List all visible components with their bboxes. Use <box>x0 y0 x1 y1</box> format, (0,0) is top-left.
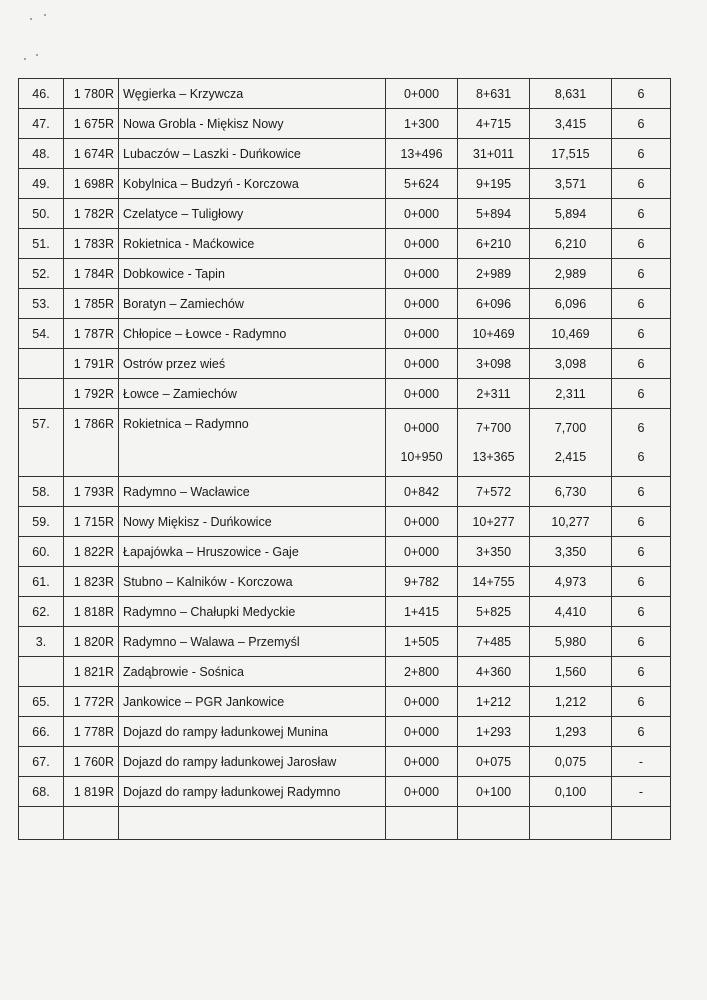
road-category: - <box>612 777 671 807</box>
road-code: 1 820R <box>64 627 119 657</box>
road-length: 2,311 <box>530 379 612 409</box>
row-number: 54. <box>19 319 64 349</box>
chainage-to: 9+195 <box>458 169 530 199</box>
road-code: 1 675R <box>64 109 119 139</box>
road-length: 3,571 <box>530 169 612 199</box>
road-category: 6 <box>612 507 671 537</box>
road-name: Nowa Grobla - Miękisz Nowy <box>119 109 386 139</box>
road-name: Dojazd do rampy ładunkowej Radymno <box>119 777 386 807</box>
road-name: Stubno – Kalników - Korczowa <box>119 567 386 597</box>
road-category-cell <box>612 409 671 477</box>
table-row <box>19 379 671 409</box>
table-row <box>19 627 671 657</box>
road-category: 6 <box>612 597 671 627</box>
road-category: 6 <box>612 139 671 169</box>
row-number: 65. <box>19 687 64 717</box>
row-number: 52. <box>19 259 64 289</box>
road-length-cell <box>530 409 612 477</box>
road-name: Rokietnica - Maćkowice <box>119 229 386 259</box>
table-row <box>19 229 671 259</box>
road-name: Radymno – Wacławice <box>119 477 386 507</box>
chainage-from: 0+000 <box>386 259 458 289</box>
road-category: 6 <box>612 477 671 507</box>
chainage-to-cell <box>458 409 530 477</box>
chainage-from: 1+505 <box>386 627 458 657</box>
row-number: 47. <box>19 109 64 139</box>
table-row <box>19 567 671 597</box>
empty-cell <box>386 807 458 840</box>
chainage-to: 5+825 <box>458 597 530 627</box>
chainage-from-cell <box>386 409 458 477</box>
road-category: 6 <box>612 687 671 717</box>
row-number: 57. <box>19 409 64 477</box>
road-code: 1 784R <box>64 259 119 289</box>
row-number: 67. <box>19 747 64 777</box>
row-number: 58. <box>19 477 64 507</box>
chainage-from: 2+800 <box>386 657 458 687</box>
road-code: 1 783R <box>64 229 119 259</box>
chainage-from: 13+496 <box>386 139 458 169</box>
road-length: 3,415 <box>530 109 612 139</box>
road-name: Dojazd do rampy ładunkowej Munina <box>119 717 386 747</box>
road-code: 1 698R <box>64 169 119 199</box>
road-code: 1 785R <box>64 289 119 319</box>
table-row <box>19 109 671 139</box>
road-name: Jankowice – PGR Jankowice <box>119 687 386 717</box>
chainage-from: 0+000 <box>403 420 440 435</box>
chainage-from: 0+000 <box>386 777 458 807</box>
table-row <box>19 507 671 537</box>
road-category: 6 <box>612 379 671 409</box>
road-code: 1 818R <box>64 597 119 627</box>
table-row <box>19 597 671 627</box>
road-category: 6 <box>637 420 645 435</box>
road-code: 1 819R <box>64 777 119 807</box>
road-length: 1,293 <box>530 717 612 747</box>
road-name: Kobylnica – Budzyń - Korczowa <box>119 169 386 199</box>
row-number <box>19 657 64 687</box>
chainage-from: 0+000 <box>386 79 458 109</box>
road-name: Czelatyce – Tuligłowy <box>119 199 386 229</box>
road-name: Lubaczów – Laszki - Duńkowice <box>119 139 386 169</box>
chainage-to: 2+311 <box>458 379 530 409</box>
road-category: 6 <box>612 319 671 349</box>
road-code: 1 760R <box>64 747 119 777</box>
table-row <box>19 687 671 717</box>
row-number: 48. <box>19 139 64 169</box>
chainage-to: 0+100 <box>458 777 530 807</box>
road-code: 1 674R <box>64 139 119 169</box>
road-code: 1 791R <box>64 349 119 379</box>
road-category: - <box>612 747 671 777</box>
row-number: 61. <box>19 567 64 597</box>
road-name: Chłopice – Łowce - Radymno <box>119 319 386 349</box>
scan-speck <box>36 54 38 56</box>
road-category: 6 <box>612 537 671 567</box>
table-row <box>19 777 671 807</box>
road-length: 0,075 <box>530 747 612 777</box>
road-length: 4,973 <box>530 567 612 597</box>
chainage-to: 4+715 <box>458 109 530 139</box>
chainage-from-2: 10+950 <box>400 449 443 464</box>
road-length: 8,631 <box>530 79 612 109</box>
chainage-from: 0+000 <box>386 289 458 319</box>
chainage-from: 0+000 <box>386 717 458 747</box>
chainage-from: 1+415 <box>386 597 458 627</box>
chainage-from: 0+000 <box>386 537 458 567</box>
chainage-from: 0+000 <box>386 319 458 349</box>
empty-cell <box>458 807 530 840</box>
road-code: 1 786R <box>64 409 119 477</box>
chainage-from: 0+000 <box>386 199 458 229</box>
chainage-to: 8+631 <box>458 79 530 109</box>
row-number: 50. <box>19 199 64 229</box>
road-length: 2,989 <box>530 259 612 289</box>
road-category: 6 <box>612 229 671 259</box>
row-number: 53. <box>19 289 64 319</box>
road-length: 5,980 <box>530 627 612 657</box>
road-length: 4,410 <box>530 597 612 627</box>
chainage-from: 0+000 <box>386 687 458 717</box>
road-table <box>18 78 671 840</box>
table-row <box>19 319 671 349</box>
table-row <box>19 199 671 229</box>
road-code: 1 778R <box>64 717 119 747</box>
road-code: 1 793R <box>64 477 119 507</box>
row-number: 49. <box>19 169 64 199</box>
road-category: 6 <box>612 657 671 687</box>
row-number: 51. <box>19 229 64 259</box>
empty-cell <box>612 807 671 840</box>
road-category: 6 <box>612 717 671 747</box>
road-code: 1 787R <box>64 319 119 349</box>
row-number: 46. <box>19 79 64 109</box>
road-length: 3,098 <box>530 349 612 379</box>
row-number: 66. <box>19 717 64 747</box>
table-row <box>19 477 671 507</box>
empty-cell <box>64 807 119 840</box>
chainage-to: 10+469 <box>458 319 530 349</box>
road-name: Dobkowice - Tapin <box>119 259 386 289</box>
chainage-from: 9+782 <box>386 567 458 597</box>
chainage-from: 0+842 <box>386 477 458 507</box>
table-row <box>19 169 671 199</box>
road-length: 10,469 <box>530 319 612 349</box>
road-name: Nowy Miękisz - Duńkowice <box>119 507 386 537</box>
road-length: 6,730 <box>530 477 612 507</box>
road-length: 6,210 <box>530 229 612 259</box>
road-code: 1 772R <box>64 687 119 717</box>
road-length: 7,700 <box>554 420 587 435</box>
road-length: 0,100 <box>530 777 612 807</box>
chainage-to: 6+096 <box>458 289 530 319</box>
empty-table-row <box>19 807 671 840</box>
road-code: 1 792R <box>64 379 119 409</box>
road-category: 6 <box>612 289 671 319</box>
road-length: 1,560 <box>530 657 612 687</box>
road-length: 3,350 <box>530 537 612 567</box>
road-name: Boratyn – Zamiechów <box>119 289 386 319</box>
road-category: 6 <box>612 169 671 199</box>
row-number: 68. <box>19 777 64 807</box>
row-number: 60. <box>19 537 64 567</box>
table-row <box>19 259 671 289</box>
table-row <box>19 747 671 777</box>
road-code: 1 780R <box>64 79 119 109</box>
chainage-from: 0+000 <box>386 507 458 537</box>
chainage-to: 7+572 <box>458 477 530 507</box>
table-row <box>19 537 671 567</box>
road-name: Radymno – Walawa – Przemyśl <box>119 627 386 657</box>
road-code: 1 822R <box>64 537 119 567</box>
road-length-2: 2,415 <box>554 449 587 464</box>
road-category-2: 6 <box>637 449 645 464</box>
table-row <box>19 289 671 319</box>
table-row <box>19 657 671 687</box>
road-name: Dojazd do rampy ładunkowej Jarosław <box>119 747 386 777</box>
road-code: 1 782R <box>64 199 119 229</box>
chainage-to: 31+011 <box>458 139 530 169</box>
road-name: Ostrów przez wieś <box>119 349 386 379</box>
row-number <box>19 349 64 379</box>
chainage-to: 1+212 <box>458 687 530 717</box>
table-row <box>19 717 671 747</box>
table-row <box>19 409 671 477</box>
road-length: 17,515 <box>530 139 612 169</box>
road-category: 6 <box>612 79 671 109</box>
empty-cell <box>119 807 386 840</box>
scan-speck <box>30 18 32 20</box>
road-name: Zadąbrowie - Sośnica <box>119 657 386 687</box>
chainage-from: 0+000 <box>386 379 458 409</box>
road-name: Węgierka – Krzywcza <box>119 79 386 109</box>
road-length: 5,894 <box>530 199 612 229</box>
chainage-to-2: 13+365 <box>472 449 515 464</box>
chainage-from: 0+000 <box>386 747 458 777</box>
chainage-to: 1+293 <box>458 717 530 747</box>
chainage-to: 2+989 <box>458 259 530 289</box>
chainage-to: 7+700 <box>475 420 512 435</box>
road-category: 6 <box>612 199 671 229</box>
row-number: 3. <box>19 627 64 657</box>
empty-cell <box>19 807 64 840</box>
scan-speck <box>44 14 46 16</box>
road-code: 1 715R <box>64 507 119 537</box>
road-category: 6 <box>612 349 671 379</box>
row-number: 59. <box>19 507 64 537</box>
chainage-to: 10+277 <box>458 507 530 537</box>
road-name: Łowce – Zamiechów <box>119 379 386 409</box>
chainage-to: 3+350 <box>458 537 530 567</box>
row-number <box>19 379 64 409</box>
road-length: 6,096 <box>530 289 612 319</box>
chainage-from: 5+624 <box>386 169 458 199</box>
road-length: 10,277 <box>530 507 612 537</box>
road-category: 6 <box>612 567 671 597</box>
chainage-to: 0+075 <box>458 747 530 777</box>
chainage-from: 0+000 <box>386 349 458 379</box>
chainage-to: 5+894 <box>458 199 530 229</box>
road-name: Rokietnica – Radymno <box>119 409 386 477</box>
road-code: 1 821R <box>64 657 119 687</box>
road-code: 1 823R <box>64 567 119 597</box>
road-table-body <box>19 79 671 840</box>
road-category: 6 <box>612 627 671 657</box>
chainage-to: 14+755 <box>458 567 530 597</box>
road-category: 6 <box>612 259 671 289</box>
table-row <box>19 349 671 379</box>
chainage-to: 4+360 <box>458 657 530 687</box>
chainage-from: 1+300 <box>386 109 458 139</box>
road-category: 6 <box>612 109 671 139</box>
table-row <box>19 139 671 169</box>
empty-cell <box>530 807 612 840</box>
chainage-from: 0+000 <box>386 229 458 259</box>
chainage-to: 7+485 <box>458 627 530 657</box>
table-row <box>19 79 671 109</box>
row-number: 62. <box>19 597 64 627</box>
road-name: Radymno – Chałupki Medyckie <box>119 597 386 627</box>
chainage-to: 3+098 <box>458 349 530 379</box>
road-length: 1,212 <box>530 687 612 717</box>
scan-speck <box>24 58 26 60</box>
chainage-to: 6+210 <box>458 229 530 259</box>
road-name: Łapajówka – Hruszowice - Gaje <box>119 537 386 567</box>
